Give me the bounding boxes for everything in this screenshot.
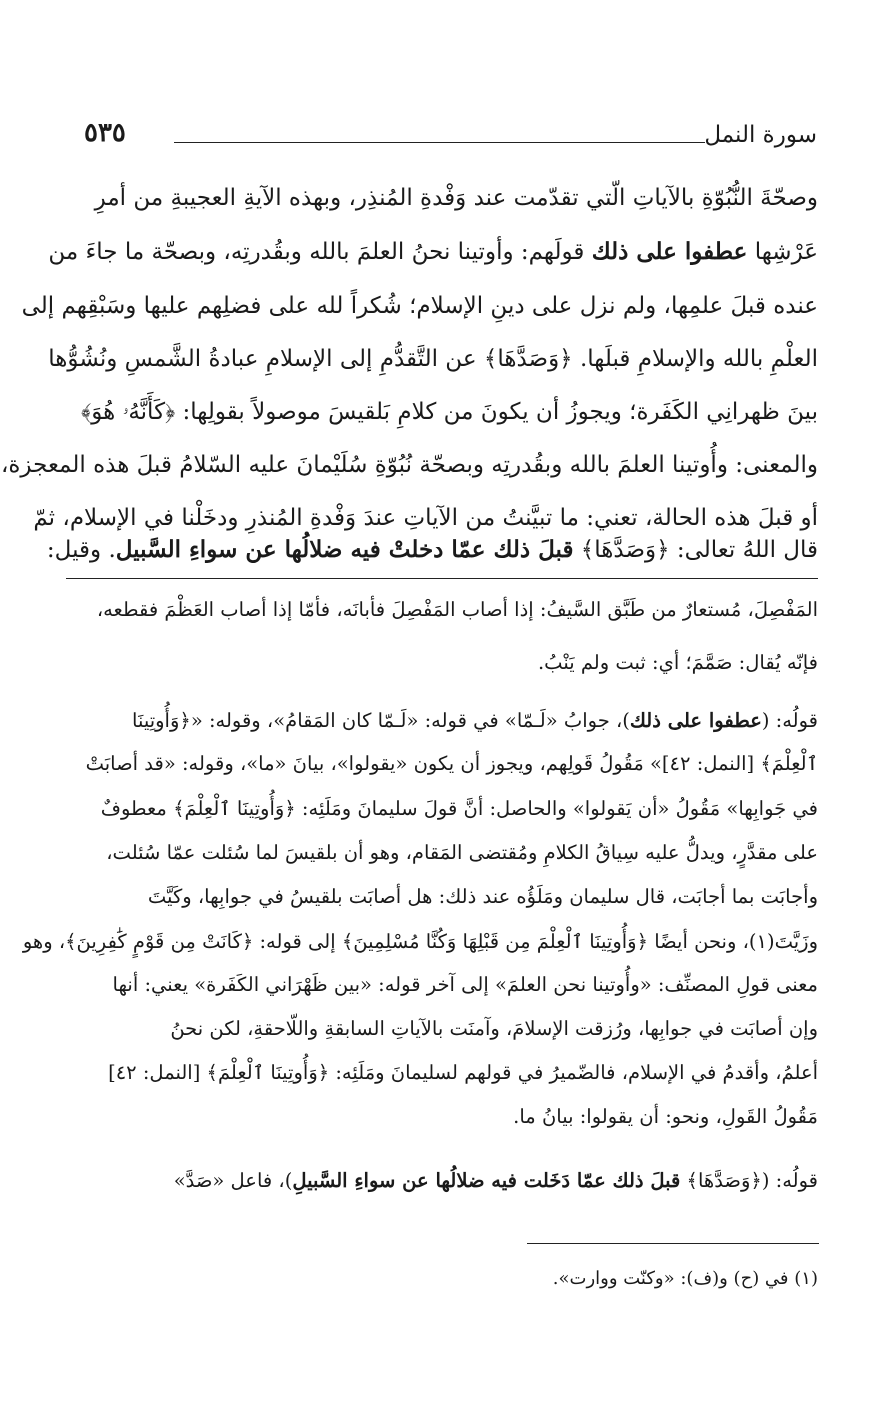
commentary-line: مَقُولُ القَولِ، ونحو: أن يقولوا: بيانُ ما. <box>513 1105 818 1128</box>
commentary-line: في جَوابِها» مَقُولُ «أن يَقولوا» والحاصل: أنَّ قولَ سليمانَ ومَلَئِه: ﴿وَأُوتِينَا ٱلْعِلْمَ﴾ معطوفٌ <box>100 797 818 820</box>
page-header <box>84 118 817 158</box>
surah-title: سورة النمل <box>704 122 817 148</box>
commentary-line: قولُه: (﴿وَصَدَّهَا﴾ قبلَ ذلك عمّا دَخَلت فيه ضلالُها عن سواءِ السَّبيلِ)، فاعل «صَدَّ» <box>173 1169 818 1192</box>
commentary-line: قولُه: (عطفوا على ذلك)، جوابُ «لَـمّا» في قوله: «لَـمّا كان المَقامُ»، وقوله: «﴿وَأُوتِينَا <box>132 709 818 732</box>
commentary-line: وأجابَت بما أجابَت، قال سليمان ومَلَؤُه عند ذلك: هل أصابَت بلقيسُ في جوابِها، وكَيَّتَ <box>147 885 818 908</box>
commentary-line: معنى قولِ المصنِّف: «وأُوتينا نحن العلمَ» إلى آخر قوله: «بين ظَهْرَاني الكَفَرة» يعني: أنها <box>112 973 818 996</box>
section-separator <box>66 578 818 579</box>
main-line: العلْمِ بالله والإسلامِ قبلَها. ﴿وَصَدَّهَا﴾ عن التَّقدُّمِ إلى الإسلامِ عبادةُ الشَّمسِ ونُشُوُّها <box>48 346 818 372</box>
commentary-line: أعلمُ، وأقدمُ في الإسلام، فالضّميرُ في قولهم لسليمانَ ومَلَئِه: ﴿وَأُوتِينَا ٱلْعِلْمَ﴾ [النمل: ٤٢] <box>108 1061 818 1084</box>
commentary-line: وزَيَّتَ(١)، ونحن أيضًا ﴿وَأُوتِينَا ٱلْعِلْمَ مِن قَبْلِهَا وَكُنَّا مُسْلِمِينَ﴾ إلى قوله: ﴿كَانَتْ مِن قَوْمٍ كَٰفِرِينَ﴾، وهو <box>22 930 818 953</box>
header-rule <box>174 142 705 143</box>
main-line: والمعنى: وأُوتينا العلمَ بالله وبقُدرتِه وبصحّة نُبُوّةِ سُلَيْمانَ عليه السّلامُ قبلَ هذه المعجزة، <box>0 452 818 478</box>
footnote: (١) في (ح) و(ف): «وكنّت ووارت». <box>552 1268 818 1289</box>
main-line: وصحّةَ النُّبُوّةِ بالآياتِ الّتي تقدّمت عند وَفْدةِ المُنذِر، وبهذه الآيةِ العجيبةِ من أمرِ <box>94 185 818 211</box>
commentary-line: ٱلْعِلْمَ﴾ [النمل: ٤٢]» مَقُولُ قَولِهم، ويجوز أن يكون «يقولوا»، بيانَ «ما»، وقوله: «قد أصابَتْ <box>85 752 818 775</box>
main-line: قال اللهُ تعالى: ﴿وَصَدَّهَا﴾ قبلَ ذلك عمّا دخلتْ فيه ضلالُها عن سواءِ السَّبيل. وقيل: <box>46 536 818 563</box>
page-number: ٥٣٥ <box>84 118 126 148</box>
commentary-line: المَفْصِلَ، مُستعارٌ من طَبَّق السَّيفُ: إذا أصاب المَفْصِلَ فأبانَه، فأمّا إذا أصاب العَظْمَ فقطعه، <box>96 598 818 621</box>
main-line: بينَ ظهرانِي الكَفَرة؛ ويجوزُ أن يكونَ من كلامِ بَلقيسَ موصولاً بقولِها: ﴿كَأَنَّهُۥ هُوَ﴾ <box>81 399 818 425</box>
commentary-line: فإنّه يُقال: صَمَّمَ؛ أي: ثبت ولم يَنْبُ. <box>537 651 818 674</box>
commentary-line: وإن أصابَت في جوابِها، ورُزقت الإسلامَ، وآمنَت بالآياتِ السابقةِ واللّاحقةِ، لكن نحنُ <box>170 1017 818 1040</box>
footnote-rule <box>527 1243 819 1244</box>
main-line: أو قبلَ هذه الحالة، تعني: ما تبيَّنتُ من الآياتِ عندَ وَفْدةِ المُنذرِ ودخَلْنا في الإسلام، ثمّ <box>33 505 818 531</box>
main-line: عَرْشِها عطفوا على ذلك قولَهم: وأوتينا نحنُ العلمَ بالله وبقُدرتِه، وبصحّة ما جاءَ من <box>48 238 818 265</box>
commentary-line: على مقدَّرٍ، ويدلُّ عليه سِياقُ الكلامِ ومُقتضى المَقام، وهو أن بلقيسَ لما سُئلت عمّا سُئلت، <box>106 841 818 864</box>
main-line: عنده قبلَ علمِها، ولم نزل على دينِ الإسلام؛ شُكراً لله على فضلِهم عليها وسَبْقِهم إلى <box>21 293 818 319</box>
